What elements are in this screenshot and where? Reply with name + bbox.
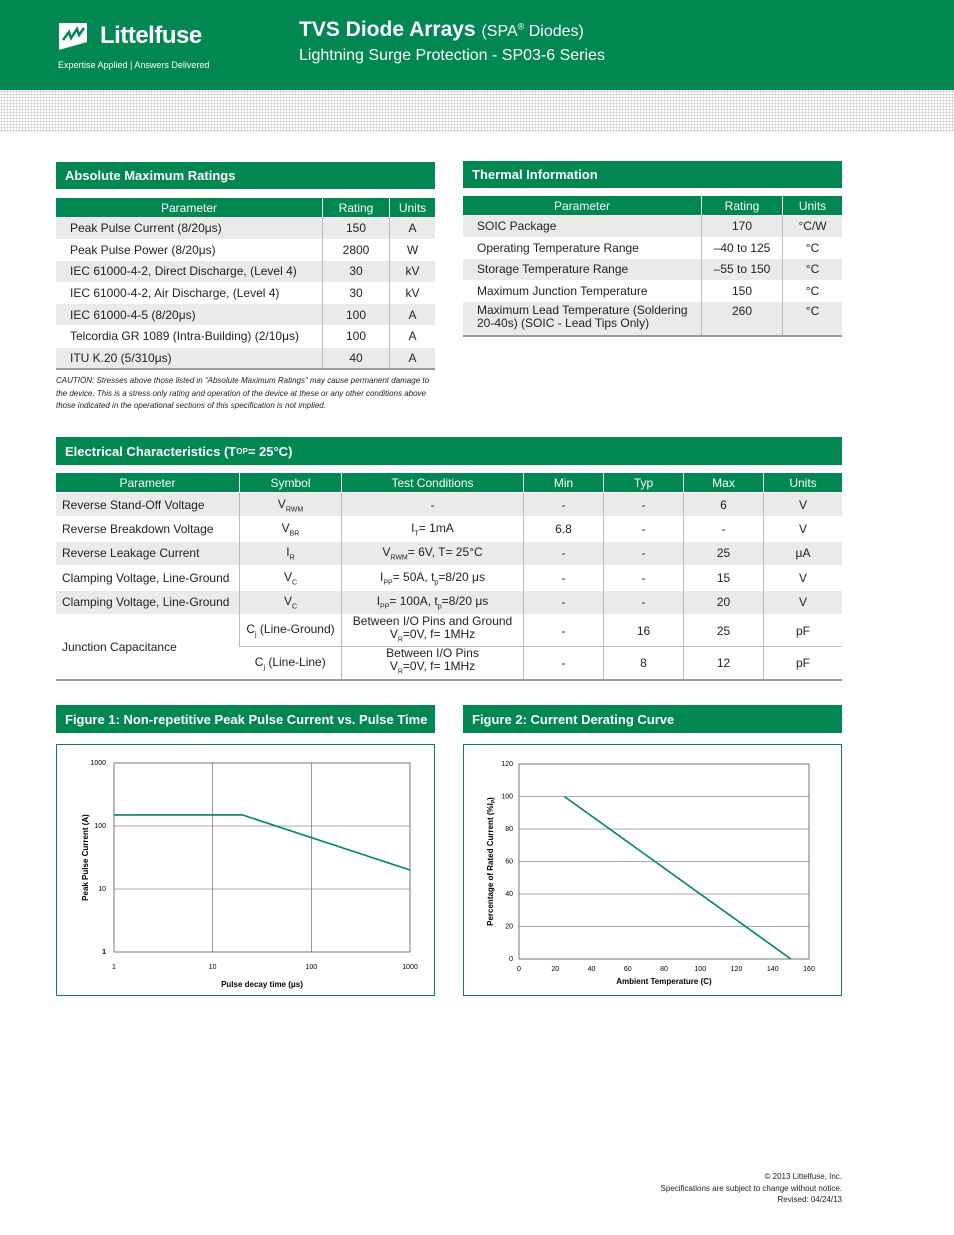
amr-row <box>56 261 435 283</box>
thermal-units: °C <box>783 259 843 281</box>
elec-max: 20 <box>684 590 764 614</box>
elec-col-symbol: Symbol <box>240 473 342 493</box>
thermal-units: °C/W <box>783 216 843 238</box>
amr-row <box>56 304 435 326</box>
fig1-xtick-label: 10 <box>208 964 217 971</box>
elec-col-typ: Typ <box>604 473 684 493</box>
elec-param: Junction Capacitance <box>56 614 240 679</box>
fig2-ylabel: Percentage of Rated Current $(\%I_P)$ <box>486 797 497 926</box>
fig1-plot-frame <box>114 763 410 952</box>
thermal-units: °C <box>783 280 843 302</box>
thermal-param: Storage Temperature Range <box>463 259 702 281</box>
elec-symbol: $V_{RWM}$ <box>240 493 342 517</box>
elec-typ: - <box>604 541 684 565</box>
elec-symbol: $C_j$ (Line-Line) <box>240 647 342 680</box>
amr-row <box>56 325 435 347</box>
fig2-xtick-label: 100 <box>694 966 707 973</box>
change-notice: Specifications are subject to change without notice. <box>660 1183 842 1193</box>
thermal-col-param: Parameter <box>463 196 702 216</box>
elec-min: - <box>524 590 604 614</box>
thermal-row <box>463 259 842 281</box>
elec-min: - <box>524 614 604 646</box>
elec-conditions: $I_{PP}= 100A$, $t_p=8/20$ μs <box>342 590 524 614</box>
revision-date: Revised: 04/24/13 <box>777 1195 842 1204</box>
amr-units: A <box>390 347 436 369</box>
elec-symbol: $C_j$ (Line-Ground) <box>240 614 342 646</box>
amr-row <box>56 218 435 240</box>
littelfuse-logo <box>56 20 210 70</box>
fig2-ytick-label: 0 <box>509 956 513 963</box>
thermal-col-units: Units <box>783 196 843 216</box>
elec-max: 6 <box>684 493 764 517</box>
thermal-rating: 170 <box>702 216 783 238</box>
elec-max: 25 <box>684 614 764 646</box>
amr-rating: 30 <box>323 282 390 304</box>
fig1-series-line <box>114 815 410 870</box>
elec-min: - <box>524 493 604 517</box>
elec-typ: - <box>604 517 684 541</box>
elec-conditions: - <box>342 493 524 517</box>
elec-units: μA <box>764 541 843 565</box>
header-dot-pattern <box>0 90 954 132</box>
amr-section-title: Absolute Maximum Ratings <box>56 162 435 189</box>
thermal-row <box>463 302 842 336</box>
fig2-xtick-label: 80 <box>660 966 668 973</box>
fig1-xtick-label: 100 <box>305 964 318 971</box>
elec-symbol: $I_R$ <box>240 541 342 565</box>
elec-typ: - <box>604 566 684 590</box>
fig2-series-line <box>564 797 791 960</box>
elec-col-min: Min <box>524 473 604 493</box>
elec-param: Reverse Leakage Current <box>56 541 240 565</box>
elec-row <box>56 614 842 646</box>
fig2-title: Figure 2: Current Derating Curve <box>463 705 842 733</box>
fig1-chart <box>56 744 435 996</box>
fig2-xtick-label: 140 <box>766 966 779 973</box>
amr-param: ITU K.20 (5/310μs) <box>56 347 323 369</box>
fig2-chart <box>463 744 842 996</box>
elec-units: V <box>764 590 843 614</box>
fig1-ytick-label: 1000 <box>90 760 106 767</box>
elec-typ: - <box>604 590 684 614</box>
copyright: © 2013 Littelfuse, Inc. <box>764 1172 842 1181</box>
amr-rating: 2800 <box>323 239 390 261</box>
fig2-xlabel: Ambient Temperature (C) <box>616 977 712 986</box>
fig2-ytick-label: 20 <box>505 923 513 931</box>
thermal-col-rating: Rating <box>702 196 783 216</box>
page-title: TVS Diode Arrays (SPA® Diodes) <box>299 18 584 41</box>
amr-col-units: Units <box>390 198 436 218</box>
page-footer <box>661 1171 842 1206</box>
thermal-param: Maximum Junction Temperature <box>463 280 702 302</box>
thermal-row <box>463 237 842 259</box>
elec-col-max: Max <box>684 473 764 493</box>
elec-min: 6.8 <box>524 517 604 541</box>
elec-param: Clamping Voltage, Line-Ground <box>56 590 240 614</box>
page-header <box>0 0 954 90</box>
fig1-ylabel: Peak Pulse Current (A) <box>81 814 90 901</box>
elec-max: - <box>684 517 764 541</box>
elec-col-conditions: Test Conditions <box>342 473 524 493</box>
thermal-units: °C <box>783 302 843 336</box>
elec-symbol: $V_{BR}$ <box>240 517 342 541</box>
amr-param: IEC 61000-4-2, Air Discharge, (Level 4) <box>56 282 323 304</box>
amr-row <box>56 282 435 304</box>
elec-units: pF <box>764 614 843 646</box>
fig1-xlabel: Pulse decay time (μs) <box>221 980 303 989</box>
elec-table <box>56 473 842 681</box>
elec-symbol: $V_C$ <box>240 590 342 614</box>
fig1-ytick-label: 1 <box>102 949 106 956</box>
fig1-ytick-label: 100 <box>94 823 106 830</box>
elec-units: V <box>764 493 843 517</box>
elec-min: - <box>524 566 604 590</box>
elec-conditions: $I_{PP}= 50A$, $t_p=8/20$ μs <box>342 566 524 590</box>
fig2-xtick-label: 160 <box>803 966 815 973</box>
thermal-param: Maximum Lead Temperature (Soldering 20-40s) (SOIC - Lead Tips Only) <box>463 302 702 336</box>
fig2-xtick-label: 20 <box>551 966 560 973</box>
elec-min: - <box>524 647 604 680</box>
amr-rating: 40 <box>323 347 390 369</box>
elec-symbol: $V_C$ <box>240 566 342 590</box>
amr-param: Telcordia GR 1089 (Intra-Building) (2/10μs) <box>56 325 323 347</box>
elec-row <box>56 517 842 541</box>
elec-row <box>56 541 842 565</box>
littelfuse-mark-icon <box>56 20 94 52</box>
amr-units: A <box>390 218 436 240</box>
thermal-rating: 260 <box>702 302 783 336</box>
caution-note: CAUTION: Stresses above those listed in “Absolute Maximum Ratings” may cause permanent damage to the device. This is a stress only rating and operation of the device at these or any other conditions above those indicated in the operational sections of this specification is not implied. <box>56 376 430 410</box>
elec-units: V <box>764 566 843 590</box>
elec-col-units: Units <box>764 473 843 493</box>
thermal-param: Operating Temperature Range <box>463 237 702 259</box>
fig2-xtick-label: 40 <box>587 966 596 973</box>
fig1-plot <box>57 745 434 995</box>
elec-conditions: Between I/O Pins $V_R=0V$, f= 1MHz <box>342 647 524 680</box>
fig2-ytick-label: 100 <box>501 793 513 801</box>
elec-max: 12 <box>684 647 764 680</box>
elec-units: pF <box>764 647 843 680</box>
fig1-xtick-label: 1 <box>112 964 116 971</box>
elec-param: Reverse Breakdown Voltage <box>56 517 240 541</box>
thermal-param: SOIC Package <box>463 216 702 238</box>
thermal-table <box>463 196 842 337</box>
fig2-xtick-label: 60 <box>623 966 632 973</box>
elec-max: 15 <box>684 566 764 590</box>
elec-param: Clamping Voltage, Line-Ground <box>56 566 240 590</box>
fig2-ytick-label: 40 <box>505 891 513 898</box>
amr-units: kV <box>390 282 436 304</box>
elec-conditions: $V_{RWM}= 6V$, T= 25°C <box>342 541 524 565</box>
fig2-ytick-label: 80 <box>505 826 513 833</box>
elec-typ: 8 <box>604 647 684 680</box>
fig1-title: Figure 1: Non-repetitive Peak Pulse Current vs. Pulse Time <box>56 705 435 733</box>
thermal-rating: –55 to 150 <box>702 259 783 281</box>
amr-units: A <box>390 325 436 347</box>
elec-units: V <box>764 517 843 541</box>
elec-conditions: $I_T= 1mA$ <box>342 517 524 541</box>
fig1-ytick-label: 10 <box>98 886 106 893</box>
amr-row <box>56 347 435 369</box>
elec-row <box>56 590 842 614</box>
amr-param: Peak Pulse Power (8/20μs) <box>56 239 323 261</box>
amr-param: IEC 61000-4-5 (8/20μs) <box>56 304 323 326</box>
amr-units: A <box>390 304 436 326</box>
thermal-section-title: Thermal Information <box>463 161 842 188</box>
elec-row <box>56 493 842 517</box>
elec-conditions: Between I/O Pins and Ground $V_R=0V$, f= 1MHz <box>342 614 524 646</box>
thermal-row <box>463 280 842 302</box>
fig2-xtick-label: 0 <box>517 966 521 973</box>
fig1-xtick-label: 1000 <box>402 964 418 971</box>
elec-row <box>56 566 842 590</box>
elec-section-title: Electrical Characteristics (T OP = 25°C) <box>56 437 842 465</box>
fig2-ytick-label: 60 <box>505 858 513 866</box>
thermal-units: °C <box>783 237 843 259</box>
thermal-rating: 150 <box>702 280 783 302</box>
fig2-ytick-label: 120 <box>501 761 513 768</box>
amr-rating: 30 <box>323 261 390 283</box>
amr-col-rating: Rating <box>323 198 390 218</box>
thermal-row <box>463 216 842 238</box>
fig2-xtick-label: 120 <box>730 966 743 973</box>
page-subtitle: Lightning Surge Protection - SP03-6 Series <box>299 47 605 64</box>
elec-min: - <box>524 541 604 565</box>
amr-rating: 100 <box>323 304 390 326</box>
amr-col-param: Parameter <box>56 198 323 218</box>
amr-units: kV <box>390 261 436 283</box>
elec-max: 25 <box>684 541 764 565</box>
elec-param: Reverse Stand-Off Voltage <box>56 493 240 517</box>
amr-param: IEC 61000-4-2, Direct Discharge, (Level 4) <box>56 261 323 283</box>
amr-units: W <box>390 239 436 261</box>
amr-param: Peak Pulse Current (8/20μs) <box>56 218 323 240</box>
amr-rating: 150 <box>323 218 390 240</box>
brand-name: Littelfuse <box>100 22 202 49</box>
amr-rating: 100 <box>323 325 390 347</box>
brand-tagline: Expertise Applied | Answers Delivered <box>58 60 210 70</box>
thermal-rating: –40 to 125 <box>702 237 783 259</box>
elec-typ: 16 <box>604 614 684 646</box>
amr-row <box>56 239 435 261</box>
amr-table <box>56 198 435 370</box>
elec-typ: - <box>604 493 684 517</box>
fig2-plot <box>464 745 841 995</box>
elec-col-param: Parameter <box>56 473 240 493</box>
